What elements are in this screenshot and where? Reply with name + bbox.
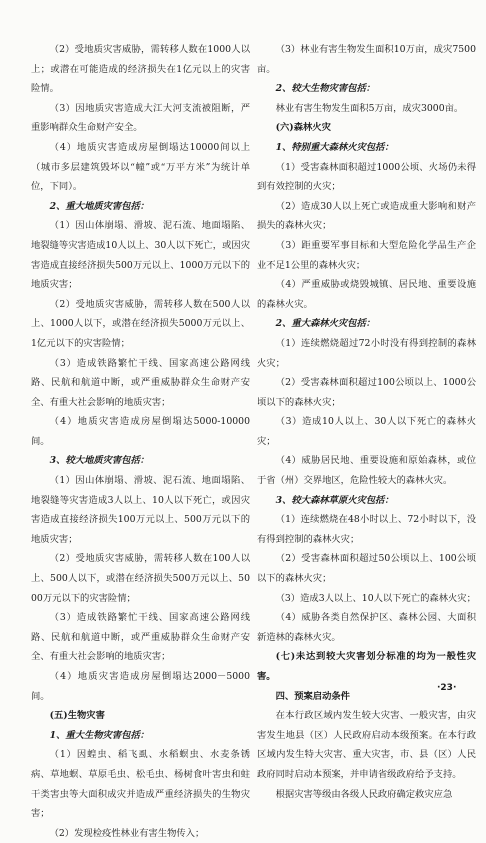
right-paragraph: （3）林业有害生物发生面积10万亩，成灾7500亩。 (257, 44, 476, 75)
right-paragraph: 在本行政区域内发生较大灾害、一般灾害，由灾害发生地县（区）人民政府启动本级预案。在本行政区域内发生特大灾害、重大灾害，市、县（区）人民政府同时启动本预案，并申请省级政府给予支持。 (257, 710, 476, 780)
left-paragraph: （1）因山体崩塌、滑坡、泥石流、地面塌陷、地裂缝等灾害造成3人以上、10人以下死亡，或因灾害造成直接经济损失100万元以上、500万元以下的地质灾害； (31, 475, 250, 545)
right-paragraph: 根据灾害等级由各级人民政府确定救灾应急 (275, 788, 453, 800)
left-paragraph: 1、重大生物灾害包括： (49, 729, 150, 741)
left-paragraph: 2、重大地质灾害包括： (49, 200, 150, 212)
left-paragraph: 3、较大地质灾害包括： (49, 455, 150, 467)
left-paragraph: （4）地质灾害造成房屋倒塌达10000间以上（城市多层建筑毁坏以“幢”或“万平方米”为统计单位，下同）。 (31, 141, 250, 193)
left-paragraph: （2）受地质灾害威胁，需转移人数在500人以上、1000人以下，或潜在经济损失5000万元以上、1亿元以下的灾害险情； (31, 298, 250, 349)
right-paragraph: 2、较大生物灾害包括： (275, 83, 376, 95)
right-paragraph: （3）造成10人以上、30人以下死亡的森林火灾； (257, 416, 476, 447)
right-paragraph: （4）严重威胁或烧毁城镇、居民地、重要设施的森林火灾。 (257, 279, 476, 310)
right-paragraph: 四、预案启动条件 (275, 690, 350, 702)
right-paragraph: （1）连续燃烧超过72小时没有得到控制的森林火灾； (257, 337, 476, 369)
left-paragraph: （3）因地质灾害造成大江大河支流被阻断，严重影响群众生命财产安全。 (31, 102, 250, 134)
left-paragraph: （2）受地质灾害威胁，需转移人数在100人以上、500人以下，或潜在经济损失500万元以上、5000万元以下的灾害险情； (31, 553, 250, 604)
left-column (31, 40, 250, 843)
right-paragraph: (六)森林火灾 (275, 122, 331, 134)
right-paragraph: （4）威胁居民地、重要设施和原始森林，或位于省（州）交界地区，危险性较大的森林火灾。 (257, 455, 476, 487)
right-paragraph: （2）造成30人以上死亡或造成重大影响和财产损失的森林火灾； (257, 200, 476, 232)
right-paragraph: （1）受害森林面积超过1000公顷、火场仍未得到有效控制的火灾； (257, 161, 476, 193)
right-paragraph: (七)未达到较大灾害划分标准的均为一般性灾害。 (257, 651, 476, 682)
right-paragraph: （2）受害森林面积超过100公顷以上、1000公顷以下的森林火灾； (257, 377, 476, 408)
right-paragraph: 3、较大森林草原火灾包括： (275, 494, 394, 506)
left-paragraph: （3）造成铁路繁忙干线、国家高速公路网线路、民航和航道中断，或严重威胁群众生命财产安全、有重大社会影响的地质灾害； (31, 357, 250, 408)
left-paragraph: （2）发现检疫性林业有害生物传入； (49, 827, 205, 839)
left-paragraph: （1）因山体崩塌、滑坡、泥石流、地面塌陷、地裂缝等灾害造成10人以上、30人以下死亡，或因灾害造成直接经济损失500万元以上、1000万元以下的地质灾害； (31, 220, 250, 291)
right-paragraph: （3）距重要军事目标和大型危险化学品生产企业不足1公里的森林火灾； (257, 239, 476, 271)
left-paragraph: （4）地质灾害造成房屋倒塌达2000－5000间。 (31, 671, 250, 702)
right-paragraph: （4）威胁各类自然保护区、森林公园、大面积新造林的森林火灾。 (257, 612, 476, 643)
left-paragraph: （2）受地质灾害威胁，需转移人数在1000人以上；或潜在可能造成的经济损失在1亿元以上的灾害险情。 (31, 44, 250, 95)
left-paragraph: （3）造成铁路繁忙干线、国家高速公路网线路、民航和航道中断，或严重威胁群众生命财产安全、有重大社会影响的地质灾害； (31, 612, 250, 663)
right-paragraph: （2）受害森林面积超过50公顷以上、100公顷以下的森林火灾； (257, 553, 476, 585)
right-paragraph: （1）连续燃烧在48小时以上、72小时以下，没有得到控制的森林火灾； (257, 514, 476, 545)
right-paragraph: （3）造成3人以上、10人以下死亡的森林火灾； (275, 592, 476, 604)
left-paragraph: （1）因蝗虫、稻飞虱、水稻螟虫、水麦条锈病、草地螟、草原毛虫、松毛虫、杨树食叶害虫和蛀干类害虫等大面积成灾并造成严重经济损失的生物灾害； (31, 749, 250, 820)
page-number: ·23· (437, 683, 457, 693)
right-paragraph: 林业有害生物发生面积5万亩，成灾3000亩。 (275, 102, 464, 114)
left-paragraph: (五)生物灾害 (49, 710, 105, 722)
right-paragraph: 1、特别重大森林火灾包括： (275, 141, 394, 153)
left-paragraph: （4）地质灾害造成房屋倒塌达5000-10000间。 (31, 416, 250, 447)
right-paragraph: 2、重大森林火灾包括： (275, 318, 376, 330)
